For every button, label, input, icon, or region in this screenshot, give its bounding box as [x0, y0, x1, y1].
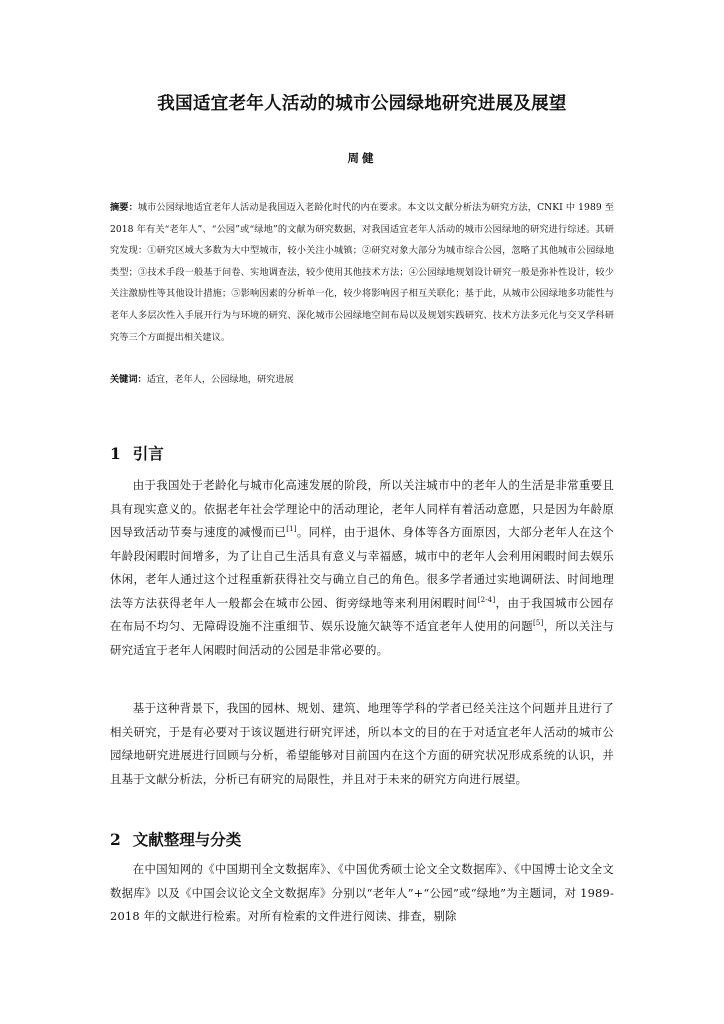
- abstract-text: 城市公园绿地适宜老年人活动是我国迈入老龄化时代的内在要求。本文以文献分析法为研究方法，CNKI 中 1989 至 2018 年有关“老年人”、“公园”或“绿地”的文献为研究数据，对我国适宜老年人活动的城市公园绿地的研究进行综述。其研究发现：①研究区域大多数为大中型城市，较小关注小城镇；②研究对象大部分为城市综合公园，忽略了其他城市公园绿地类型；③技术手段一般基于问卷、实地调查法，较少使用其他技术方法；④公园绿地规划设计研究一般是弥补性设计，较少关注激励性等其他设计措施；⑤影响因素的分析单一化，较少将影响因子相互关联化；基于此，从城市公园绿地多功能性与老年人多层次性入手展开行为与环境的研究、深化城市公园绿地空间布局以及规划实践研究、技术方法多元化与交叉学科研究等三个方面提出相关建议。: [110, 202, 614, 343]
- citation: [1]: [286, 525, 297, 534]
- para-text: ，所以关注与研究适宜于老年人闲暇时间活动的公园是非常必要的。: [110, 619, 614, 657]
- section-1-title: 引言: [132, 444, 164, 463]
- section-1-heading: [110, 442, 164, 464]
- section-2-number: 2: [110, 830, 121, 849]
- para-text: ，由于我国城市公园存在布局不均匀、无障碍设施不注重细节、娱乐设施欠缺等不适宜老年人使用的问题: [110, 595, 614, 633]
- citation: [5]: [532, 619, 544, 628]
- citation: [2-4]: [477, 595, 496, 604]
- section-2-title: 文献整理与分类: [132, 830, 242, 849]
- keywords: [110, 370, 614, 390]
- abstract-label: 摘要：: [110, 202, 138, 213]
- para-text: 。同样，由于退休、身体等各方面原因，大部分老年人在这个年龄段闲暇时间增多，为了让自己生活具有意义与幸福感，城市中的老年人会利用闲暇时间去娱乐休闲，老年人通过这个过程重新获得社交与确立自己的角色。很多学者通过实地调研法、时间地理法等方法获得老年人一般都会在城市公园、街旁绿地等来利用闲暇时间: [110, 525, 614, 610]
- keywords-text: 适宜，老年人，公园绿地，研究进展: [146, 374, 294, 385]
- abstract: [110, 197, 614, 348]
- section-2-heading: [110, 828, 241, 850]
- section-2-paragraph-1: 在中国知网的《中国期刊全文数据库》、《中国优秀硕士论文全文数据库》、《中国博士论文全文数据库》以及《中国会议论文全文数据库》分别以“老年人”+“公园”或“绿地”为主题词，对 1989-2018 年的文献进行检索。对所有检索的文件进行阅读、排查，剔除: [110, 862, 614, 923]
- section-1-paragraph-2: 基于这种背景下，我国的园林、规划、建筑、地理等学科的学者已经关注这个问题并且进行了相关研究，于是有必要对于该议题进行研究评述，所以本文的目的在于对适宜老年人活动的城市公园绿地研究进展进行回顾与分析，希望能够对目前国内在这个方面的研究状况形成系统的认识，并且基于文献分析法，分析已有研究的局限性，并且对于未来的研究方向进行展望。: [110, 701, 614, 786]
- author-name: 周健: [347, 151, 377, 165]
- keywords-label: 关键词：: [110, 374, 147, 385]
- paper-title: 我国适宜老年人活动的城市公园绿地研究进展及展望: [157, 94, 567, 114]
- section-1-paragraph-1: [110, 474, 614, 662]
- section-1-number: 1: [110, 444, 121, 463]
- para-text: 由于我国处于老龄化与城市化高速发展的阶段，所以关注城市中的老年人的生活是非常重要且具有现实意义的。依据老年社会学理论中的活动理论，老年人同样有着活动意愿，只是因为年龄原因导致活动节奏与速度的减慢而已: [110, 478, 614, 539]
